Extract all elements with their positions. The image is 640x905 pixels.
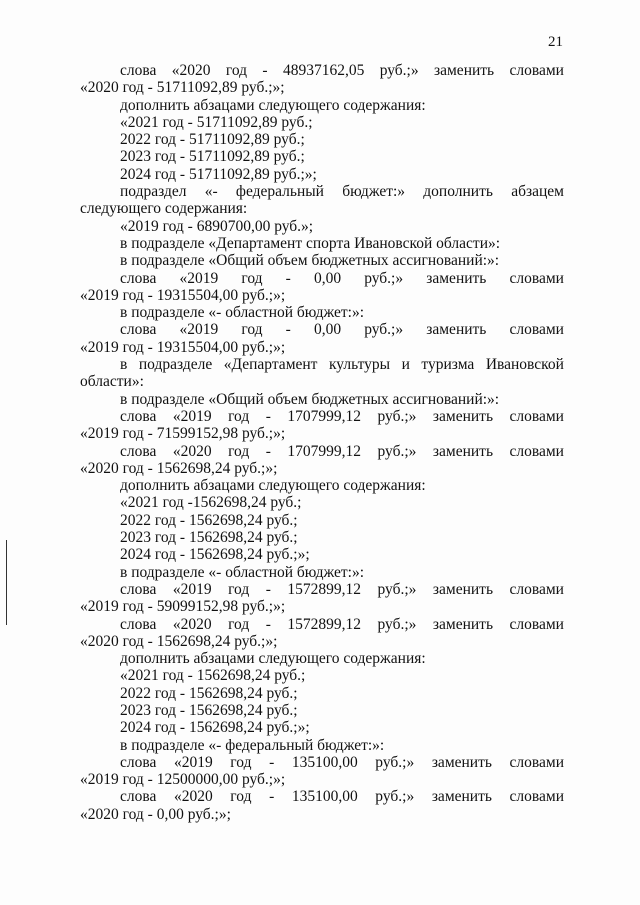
text-line (80, 408, 564, 425)
word: слова (120, 269, 157, 287)
word: год (228, 442, 250, 460)
text-line: 2023 год - 51711092,89 руб.; (120, 148, 305, 166)
word: «- (204, 183, 218, 201)
word: подразделе (138, 356, 213, 374)
word: «2019 (172, 580, 212, 598)
text-line: 2022 год - 51711092,89 руб.; (120, 131, 305, 149)
text-line: «2019 год - 12500000,00 руб.;»; (80, 771, 286, 789)
text-line: в подразделе «Департамент спорта Ивановской области»: (120, 234, 501, 252)
text-line: «2019 год - 19315504,00 руб.;»; (80, 338, 286, 356)
word: заменить (431, 788, 492, 806)
word: слова (120, 615, 157, 633)
word: словами (509, 321, 564, 339)
word: руб.;» (379, 62, 419, 79)
word: год (230, 788, 252, 806)
word: «2020 (172, 442, 212, 460)
text-line: «2019 год - 6890700,00 руб.»; (120, 217, 314, 235)
word: «Департамент (223, 356, 318, 374)
text-line: 2024 год - 1562698,24 руб.;»; (120, 719, 310, 737)
word: - (265, 407, 271, 425)
text-line: «2021 год -1562698,24 руб.; (120, 494, 302, 512)
word: - (285, 321, 291, 339)
word: 1707999,12 (287, 442, 362, 460)
word: 135100,00 (291, 753, 358, 771)
word: руб.;» (377, 580, 417, 598)
text-line: «2020 год - 0,00 руб.;»; (80, 805, 231, 823)
text-line (80, 616, 564, 633)
word: - (265, 442, 271, 460)
word: словами (509, 269, 564, 287)
text-line: 2023 год - 1562698,24 руб.; (120, 701, 298, 719)
word: 135100,00 (291, 788, 358, 806)
word: «2019 (179, 269, 219, 287)
word: руб.;» (377, 407, 417, 425)
scan-margin-mark (6, 540, 7, 625)
word: - (265, 580, 271, 598)
text-line: 2022 год - 1562698,24 руб.; (120, 684, 298, 702)
word: словами (509, 753, 564, 771)
word: заменить (432, 442, 494, 460)
word: год (225, 62, 248, 79)
word: руб.;» (364, 269, 404, 287)
text-line: 2023 год - 1562698,24 руб.; (120, 529, 298, 547)
page-number: 21 (548, 34, 563, 50)
text-line: 2024 год - 1562698,24 руб.;»; (120, 546, 310, 564)
word: абзацем (511, 183, 564, 201)
word: 0,00 (313, 269, 342, 287)
word: слова (120, 321, 157, 339)
word: «2019 (179, 321, 219, 339)
word: - (265, 615, 271, 633)
text-line: дополнить абзацами следующего содержания: (120, 477, 426, 495)
word: слова (120, 788, 157, 806)
word: слова (120, 753, 157, 771)
word: руб.;» (375, 788, 415, 806)
text-line (80, 62, 564, 79)
word: «2019 (172, 407, 212, 425)
text-line: дополнить абзацами следующего содержания: (120, 96, 426, 114)
word: 0,00 (313, 321, 342, 339)
word: заменить (432, 580, 494, 598)
word: 1572899,12 (287, 615, 362, 633)
word: словами (509, 62, 564, 79)
word: слова (120, 407, 157, 425)
word: 48937162,05 (282, 62, 365, 79)
word: и (401, 356, 410, 374)
word: туризма (421, 356, 475, 374)
word: словами (509, 580, 564, 598)
word: слова (120, 580, 157, 598)
word: заменить (431, 753, 492, 771)
word: федеральный (235, 183, 324, 201)
text-line: в подразделе «Общий объем бюджетных ассигнований:»: (120, 252, 500, 270)
word: словами (509, 615, 564, 633)
text-line: «2021 год - 1562698,24 руб.; (120, 667, 306, 685)
word: «2019 (173, 753, 213, 771)
text-line: «2019 год - 19315504,00 руб.;»; (80, 286, 286, 304)
word: в (120, 356, 128, 374)
text-line: области»: (80, 373, 144, 391)
word: 1707999,12 (287, 407, 362, 425)
text-line (80, 581, 564, 598)
word: Ивановской (485, 356, 564, 374)
text-line (80, 443, 564, 460)
word: бюджет:» (342, 183, 406, 201)
word: - (285, 269, 291, 287)
word: - (262, 62, 268, 79)
word: заменить (432, 407, 494, 425)
text-line: следующего содержания: (80, 200, 248, 218)
word: «2020 (173, 788, 213, 806)
text-line (80, 754, 564, 771)
text-line: «2020 год - 51711092,89 руб.;»; (80, 79, 285, 97)
word: культуры (328, 356, 391, 374)
text-line: в подразделе «- федеральный бюджет:»: (120, 736, 385, 754)
text-line (80, 183, 564, 200)
word: год (230, 753, 252, 771)
word: руб.;» (377, 442, 417, 460)
word: слова (120, 62, 157, 79)
word: «2020 (172, 615, 212, 633)
word: заменить (426, 269, 487, 287)
text-line: «2021 год - 51711092,89 руб.; (120, 113, 313, 131)
word: - (269, 753, 275, 771)
word: заменить (432, 615, 494, 633)
text-line: 2022 год - 1562698,24 руб.; (120, 511, 298, 529)
text-line: «2019 год - 71599152,98 руб.;»; (80, 425, 286, 443)
word: словами (509, 788, 564, 806)
text-line (80, 788, 564, 805)
word: - (269, 788, 275, 806)
word: год (228, 580, 250, 598)
word: заменить (434, 62, 495, 79)
text-line: «2019 год - 59099152,98 руб.;»; (80, 598, 286, 616)
text-line: «2020 год - 1562698,24 руб.;»; (80, 459, 278, 477)
word: подраздел (120, 183, 187, 201)
text-line (80, 356, 564, 373)
document-body (80, 62, 564, 823)
word: год (241, 321, 263, 339)
word: слова (120, 442, 157, 460)
text-line: «2020 год - 1562698,24 руб.;»; (80, 632, 278, 650)
word: словами (509, 442, 564, 460)
word: дополнить (423, 183, 493, 201)
word: год (228, 615, 250, 633)
word: год (241, 269, 263, 287)
word: словами (509, 407, 564, 425)
text-line: дополнить абзацами следующего содержания: (120, 650, 426, 668)
word: заменить (426, 321, 487, 339)
word: руб.;» (364, 321, 404, 339)
text-line: в подразделе «Общий объем бюджетных ассигнований:»: (120, 390, 500, 408)
text-line (80, 270, 564, 287)
word: «2020 (171, 62, 211, 79)
text-line: в подразделе «- областной бюджет:»: (120, 563, 365, 581)
word: год (228, 407, 250, 425)
text-line: 2024 год - 51711092,89 руб.;»; (120, 165, 317, 183)
word: руб.;» (375, 753, 415, 771)
text-line: в подразделе «- областной бюджет:»: (120, 304, 365, 322)
text-line (80, 321, 564, 338)
word: руб.;» (377, 615, 417, 633)
word: 1572899,12 (287, 580, 362, 598)
